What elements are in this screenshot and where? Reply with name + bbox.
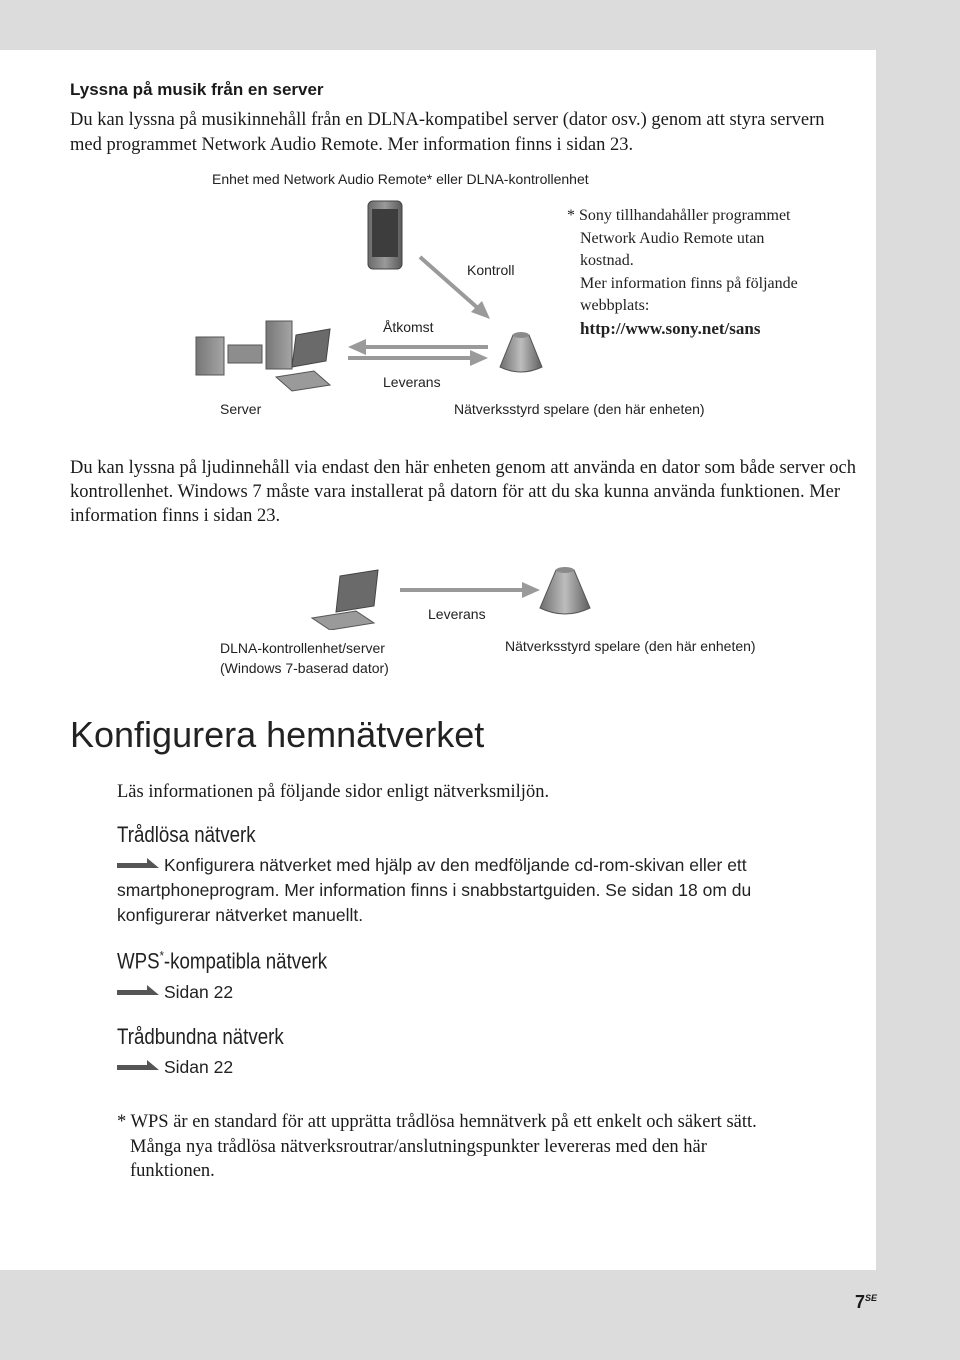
page-title: Konfigurera hemnätverket	[70, 714, 485, 755]
delivery-label: Leverans	[383, 374, 441, 390]
wps-heading-b: -kompatibla nätverk	[163, 948, 328, 974]
pc-label-line1: DLNA-kontrollenhet/server	[220, 640, 385, 656]
page-suffix: SE	[865, 1293, 878, 1303]
page-number-value: 7	[855, 1292, 866, 1312]
controller-label: Enhet med Network Audio Remote* eller DLNA-kontrollenhet	[212, 171, 589, 187]
laptop-icon	[312, 570, 378, 630]
footnote	[117, 1110, 877, 1184]
reference-arrow-icon	[117, 985, 159, 997]
single-device-paragraph: Du kan lyssna på ljudinnehåll via endast den här enheten genom att använda en dator som både server och kontrollenhet. Windows 7 måste vara installerat på datorn för att du ska kunna använda funktionen. Mer information finns i sidan 23.	[70, 458, 856, 526]
delivery-label: Leverans	[428, 606, 486, 622]
sony-url[interactable]: http://www.sony.net/sans	[580, 318, 761, 338]
note-line: Mer information finns på följande	[580, 274, 798, 292]
audio-system-icon	[196, 321, 292, 375]
wps-page-ref[interactable]: Sidan 22	[164, 982, 234, 1002]
wps-asterisk: *	[159, 948, 164, 963]
access-label: Åtkomst	[383, 319, 434, 335]
wired-page-ref[interactable]: Sidan 22	[164, 1057, 234, 1077]
wireless-line2: smartphoneprogram. Mer information finns i snabbstartguiden. Se sidan 18 om du	[117, 880, 752, 900]
control-label: Kontroll	[467, 262, 515, 278]
note-line: Sony tillhandahåller programmet	[579, 207, 791, 224]
player-label: Nätverksstyrd spelare (den här enheten)	[505, 638, 756, 654]
speaker-icon	[540, 567, 590, 614]
speaker-icon	[500, 332, 542, 372]
note-line: kostnad.	[580, 252, 634, 269]
smartphone-icon	[368, 201, 402, 269]
delivery-arrow	[348, 350, 488, 366]
pc-label-line2: (Windows 7-baserad dator)	[220, 660, 389, 676]
note-line: webbplats:	[580, 297, 650, 314]
footnote-line: Många nya trådlösa nätverksroutrar/anslutningspunkter levereras med den här	[130, 1136, 707, 1157]
reference-arrow-icon	[117, 858, 159, 870]
reference-arrow-icon	[117, 1060, 159, 1072]
delivery-arrow	[400, 582, 540, 598]
note-line: Network Audio Remote utan	[580, 229, 765, 247]
footnote-line: funktionen.	[130, 1161, 215, 1181]
wireless-heading: Trådlösa nätverk	[117, 822, 256, 847]
footnote-asterisk: *	[117, 1112, 127, 1132]
server-label: Server	[220, 401, 262, 417]
lead-text: Läs informationen på följande sidor enligt nätverksmiljön.	[117, 782, 550, 802]
wireless-line3: konfigurerar nätverket manuellt.	[117, 905, 364, 925]
wired-heading: Trådbundna nätverk	[117, 1024, 284, 1049]
note-asterisk: *	[567, 207, 575, 224]
wireless-line1: Konfigurera nätverket med hjälp av den medföljande cd-rom-skivan eller ett	[164, 855, 747, 875]
diagram-note	[567, 205, 798, 340]
intro-paragraph: Du kan lyssna på musikinnehåll från en DLNA-kompatibel server (dator osv.) genom att styra servern med programmet Network Audio Remote. Mer information finns i sidan 23.	[70, 110, 825, 155]
footnote-line: WPS är en standard för att upprätta trådlösa hemnätverk på ett enkelt och säkert sätt.	[130, 1112, 757, 1132]
page-number	[855, 1292, 877, 1313]
network-diagram	[180, 195, 560, 395]
player-label: Nätverksstyrd spelare (den här enheten)	[454, 401, 705, 417]
wps-heading	[117, 948, 327, 974]
wps-heading-a: WPS	[117, 948, 160, 974]
section-heading: Lyssna på musik från en server	[70, 80, 324, 99]
pc-label	[220, 638, 389, 678]
access-arrow	[348, 339, 488, 355]
